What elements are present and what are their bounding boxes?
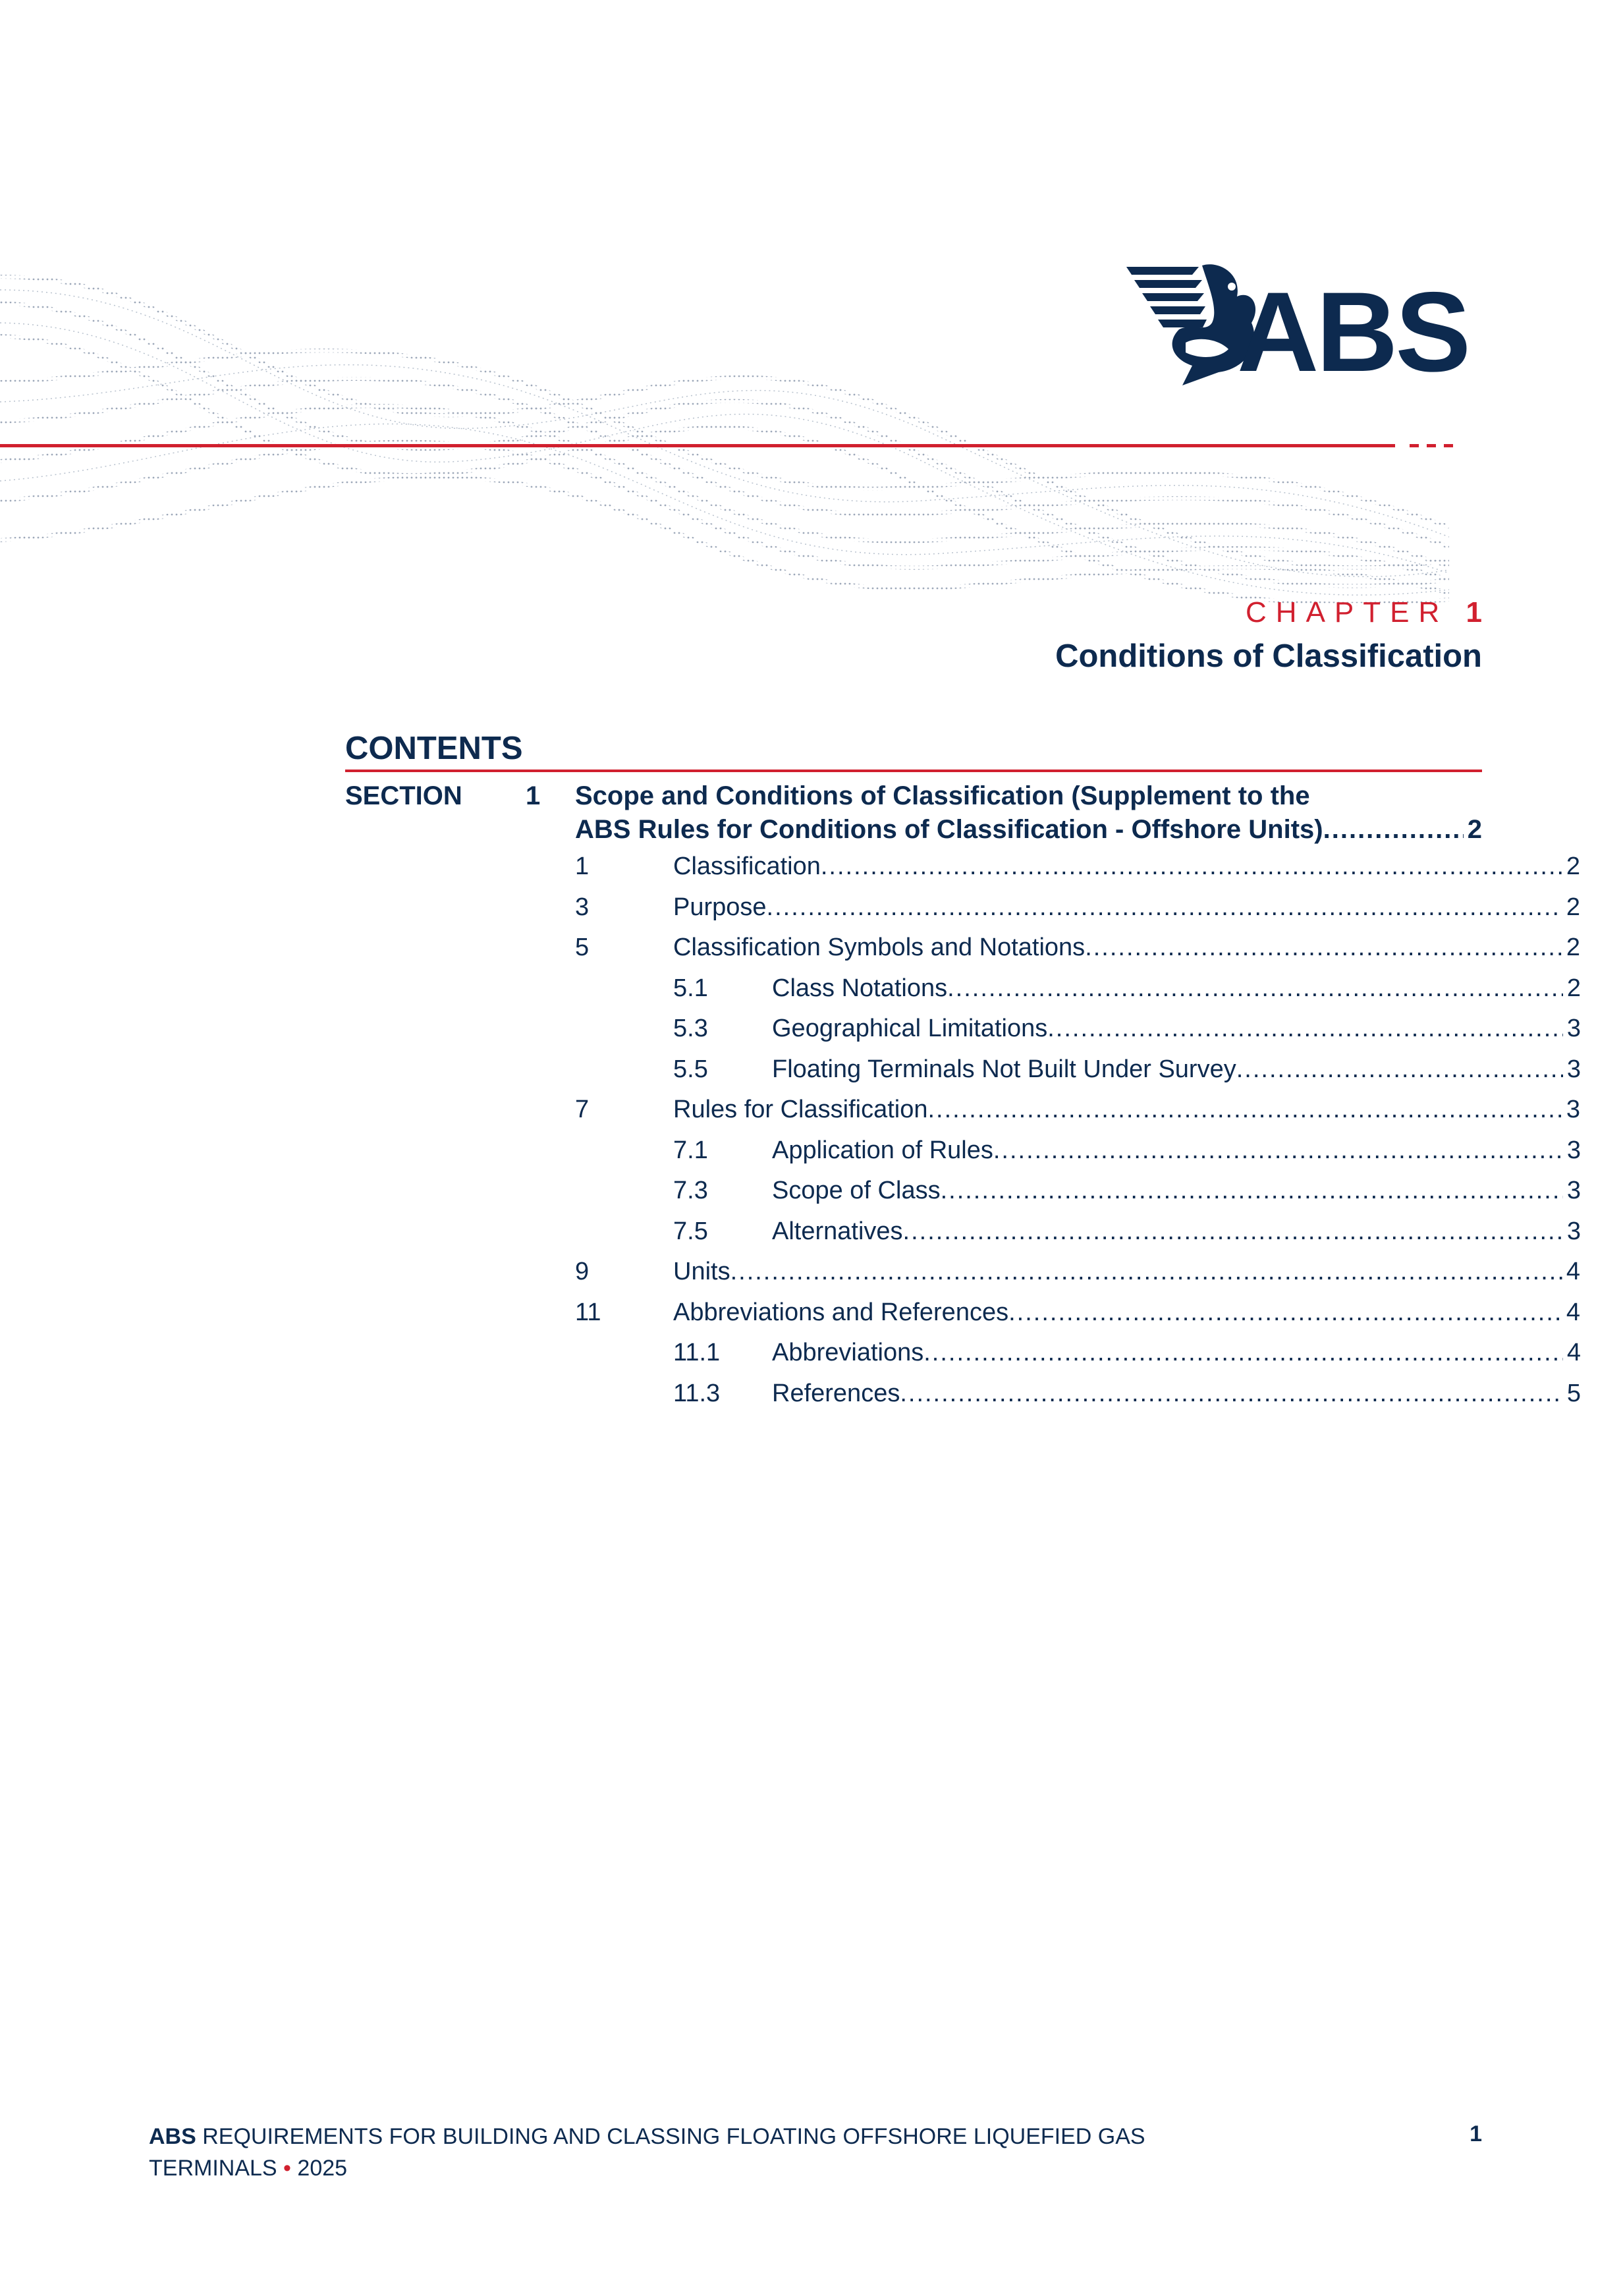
toc-entry-title: Classification: [673, 853, 821, 880]
chapter-number: 1: [1466, 596, 1482, 629]
toc-entry[interactable]: [673, 1379, 1581, 1411]
toc-entry-body: [673, 893, 1580, 922]
toc-entry-title: Purpose: [673, 893, 767, 921]
section-page: 2: [1467, 815, 1482, 844]
toc-entry-page: 4: [1566, 1258, 1580, 1285]
toc-entry[interactable]: [673, 1339, 1581, 1370]
toc-entry-body: [772, 1339, 1581, 1367]
toc-entry[interactable]: [673, 1055, 1581, 1087]
toc-entry-number: 5.3: [673, 1015, 708, 1042]
toc-entry-page: 3: [1566, 1136, 1581, 1164]
section-title-line1[interactable]: Scope and Conditions of Classification (Supplement to the: [575, 781, 1310, 810]
toc-entry-title: Floating Terminals Not Built Under Survey: [772, 1055, 1236, 1083]
contents-red-rule: [345, 770, 1482, 772]
toc-leader: [1008, 1299, 1562, 1327]
toc-entry-body: [673, 1299, 1580, 1327]
page-footer: [149, 2121, 1145, 2184]
section-label: SECTION: [345, 781, 462, 810]
footer-page-number: 1: [1470, 2121, 1482, 2146]
toc-entry-body: [772, 974, 1581, 1003]
footer-line1-text: REQUIREMENTS FOR BUILDING AND CLASSING FLOATING OFFSHORE LIQUEFIED GAS: [202, 2124, 1145, 2149]
footer-line2-text: TERMINALS: [149, 2155, 277, 2181]
toc-entry-title: Rules for Classification: [673, 1096, 928, 1123]
toc-entry-number: 7.1: [673, 1136, 708, 1164]
section-title-line2-row[interactable]: [575, 815, 1482, 845]
footer-separator: •: [283, 2155, 291, 2181]
chapter-label: [1246, 596, 1482, 629]
toc-entry-number: 5: [575, 934, 590, 961]
toc-entry-number: 7: [575, 1096, 590, 1123]
toc-entry-body: [673, 1258, 1580, 1286]
toc-leader: [1085, 934, 1562, 962]
toc-entry-page: 2: [1566, 974, 1581, 1002]
toc-entry-body: [772, 1015, 1581, 1043]
footer-line1: [149, 2121, 1145, 2153]
toc-entry-title: Class Notations: [772, 974, 948, 1002]
toc-leader: [1323, 815, 1464, 845]
toc-entry[interactable]: [673, 974, 1581, 1006]
toc-entry[interactable]: [575, 1096, 1580, 1127]
toc-entry-body: [772, 1218, 1581, 1246]
chapter-title: Conditions of Classification: [1055, 638, 1482, 674]
toc-leader: [1047, 1015, 1563, 1043]
contents-heading: CONTENTS: [345, 731, 523, 766]
toc-leader: [941, 1177, 1563, 1205]
toc-entry-title: Scope of Class: [772, 1177, 941, 1204]
toc-entry[interactable]: [673, 1015, 1581, 1046]
toc-entry-page: 4: [1566, 1298, 1580, 1326]
toc-entry-body: [673, 934, 1580, 962]
toc-leader: [900, 1380, 1563, 1408]
toc-entry-body: [772, 1136, 1581, 1165]
toc-entry-number: 11.1: [673, 1339, 721, 1366]
toc-entry-title: Abbreviations and References: [673, 1298, 1009, 1326]
toc-entry-title: Geographical Limitations: [772, 1015, 1048, 1042]
toc-entry-body: [772, 1177, 1581, 1205]
toc-entry-page: 3: [1566, 1096, 1580, 1123]
toc-leader: [923, 1339, 1563, 1367]
toc-entry-number: 5.5: [673, 1055, 708, 1083]
toc-entry-page: 3: [1566, 1177, 1581, 1204]
toc-leader: [947, 974, 1563, 1003]
toc-entry[interactable]: [575, 893, 1580, 925]
toc-entry-number: 11.3: [673, 1379, 721, 1407]
footer-year: 2025: [297, 2155, 348, 2181]
toc-leader: [767, 893, 1562, 922]
toc-leader: [1236, 1055, 1563, 1084]
toc-entry-number: 3: [575, 893, 590, 921]
toc-entry-title: Classification Symbols and Notations: [673, 934, 1086, 961]
toc-entry-body: [772, 1380, 1581, 1408]
toc-entry[interactable]: [575, 1298, 1580, 1330]
toc-entry[interactable]: [673, 1217, 1581, 1249]
toc-entry-number: 11: [575, 1298, 601, 1326]
toc-entry-page: 3: [1566, 1217, 1581, 1245]
toc-entry-number: 1: [575, 853, 590, 880]
toc-entry-page: 4: [1566, 1339, 1581, 1366]
chapter-label-text: CHAPTER: [1246, 596, 1449, 629]
toc-leader: [730, 1258, 1562, 1286]
toc-entry-title: Application of Rules: [772, 1136, 993, 1164]
toc-entry-page: 2: [1566, 853, 1580, 880]
abs-logo-text: ABS: [1237, 269, 1469, 395]
toc-entry-body: [673, 1096, 1580, 1124]
toc-leader: [821, 853, 1562, 881]
toc-entry[interactable]: [575, 853, 1580, 884]
toc-entry-page: 2: [1566, 893, 1580, 921]
toc-entry-number: 9: [575, 1258, 590, 1285]
toc-leader: [927, 1096, 1562, 1124]
header-red-dashes: [1410, 444, 1462, 447]
toc-leader: [993, 1136, 1563, 1165]
toc-leader: [903, 1218, 1563, 1246]
section-number: 1: [526, 781, 541, 810]
toc-entry-page: 5: [1566, 1379, 1581, 1407]
toc-entry-title: Abbreviations: [772, 1339, 924, 1366]
toc-entry-page: 2: [1566, 934, 1580, 961]
toc-entry-title: References: [772, 1379, 900, 1407]
toc-entry-number: 7.3: [673, 1177, 708, 1204]
toc-entry-page: 3: [1566, 1015, 1581, 1042]
toc-entry-body: [772, 1055, 1581, 1084]
toc-entry-title: Units: [673, 1258, 730, 1285]
toc-entry-title: Alternatives: [772, 1217, 903, 1245]
toc-entry[interactable]: [673, 1177, 1581, 1208]
toc-entry-body: [673, 853, 1580, 881]
footer-line2: [149, 2153, 1145, 2185]
toc-entry-number: 5.1: [673, 974, 708, 1002]
toc-entry[interactable]: [575, 934, 1580, 965]
section-title-line2: ABS Rules for Conditions of Classification - Offshore Units): [575, 815, 1323, 844]
toc-entry-number: 7.5: [673, 1217, 708, 1245]
header-red-rule: [0, 444, 1395, 447]
toc-entry[interactable]: [575, 1258, 1580, 1289]
toc-entry-page: 3: [1566, 1055, 1581, 1083]
footer-brand: ABS: [149, 2124, 196, 2149]
toc-entry[interactable]: [673, 1136, 1581, 1168]
